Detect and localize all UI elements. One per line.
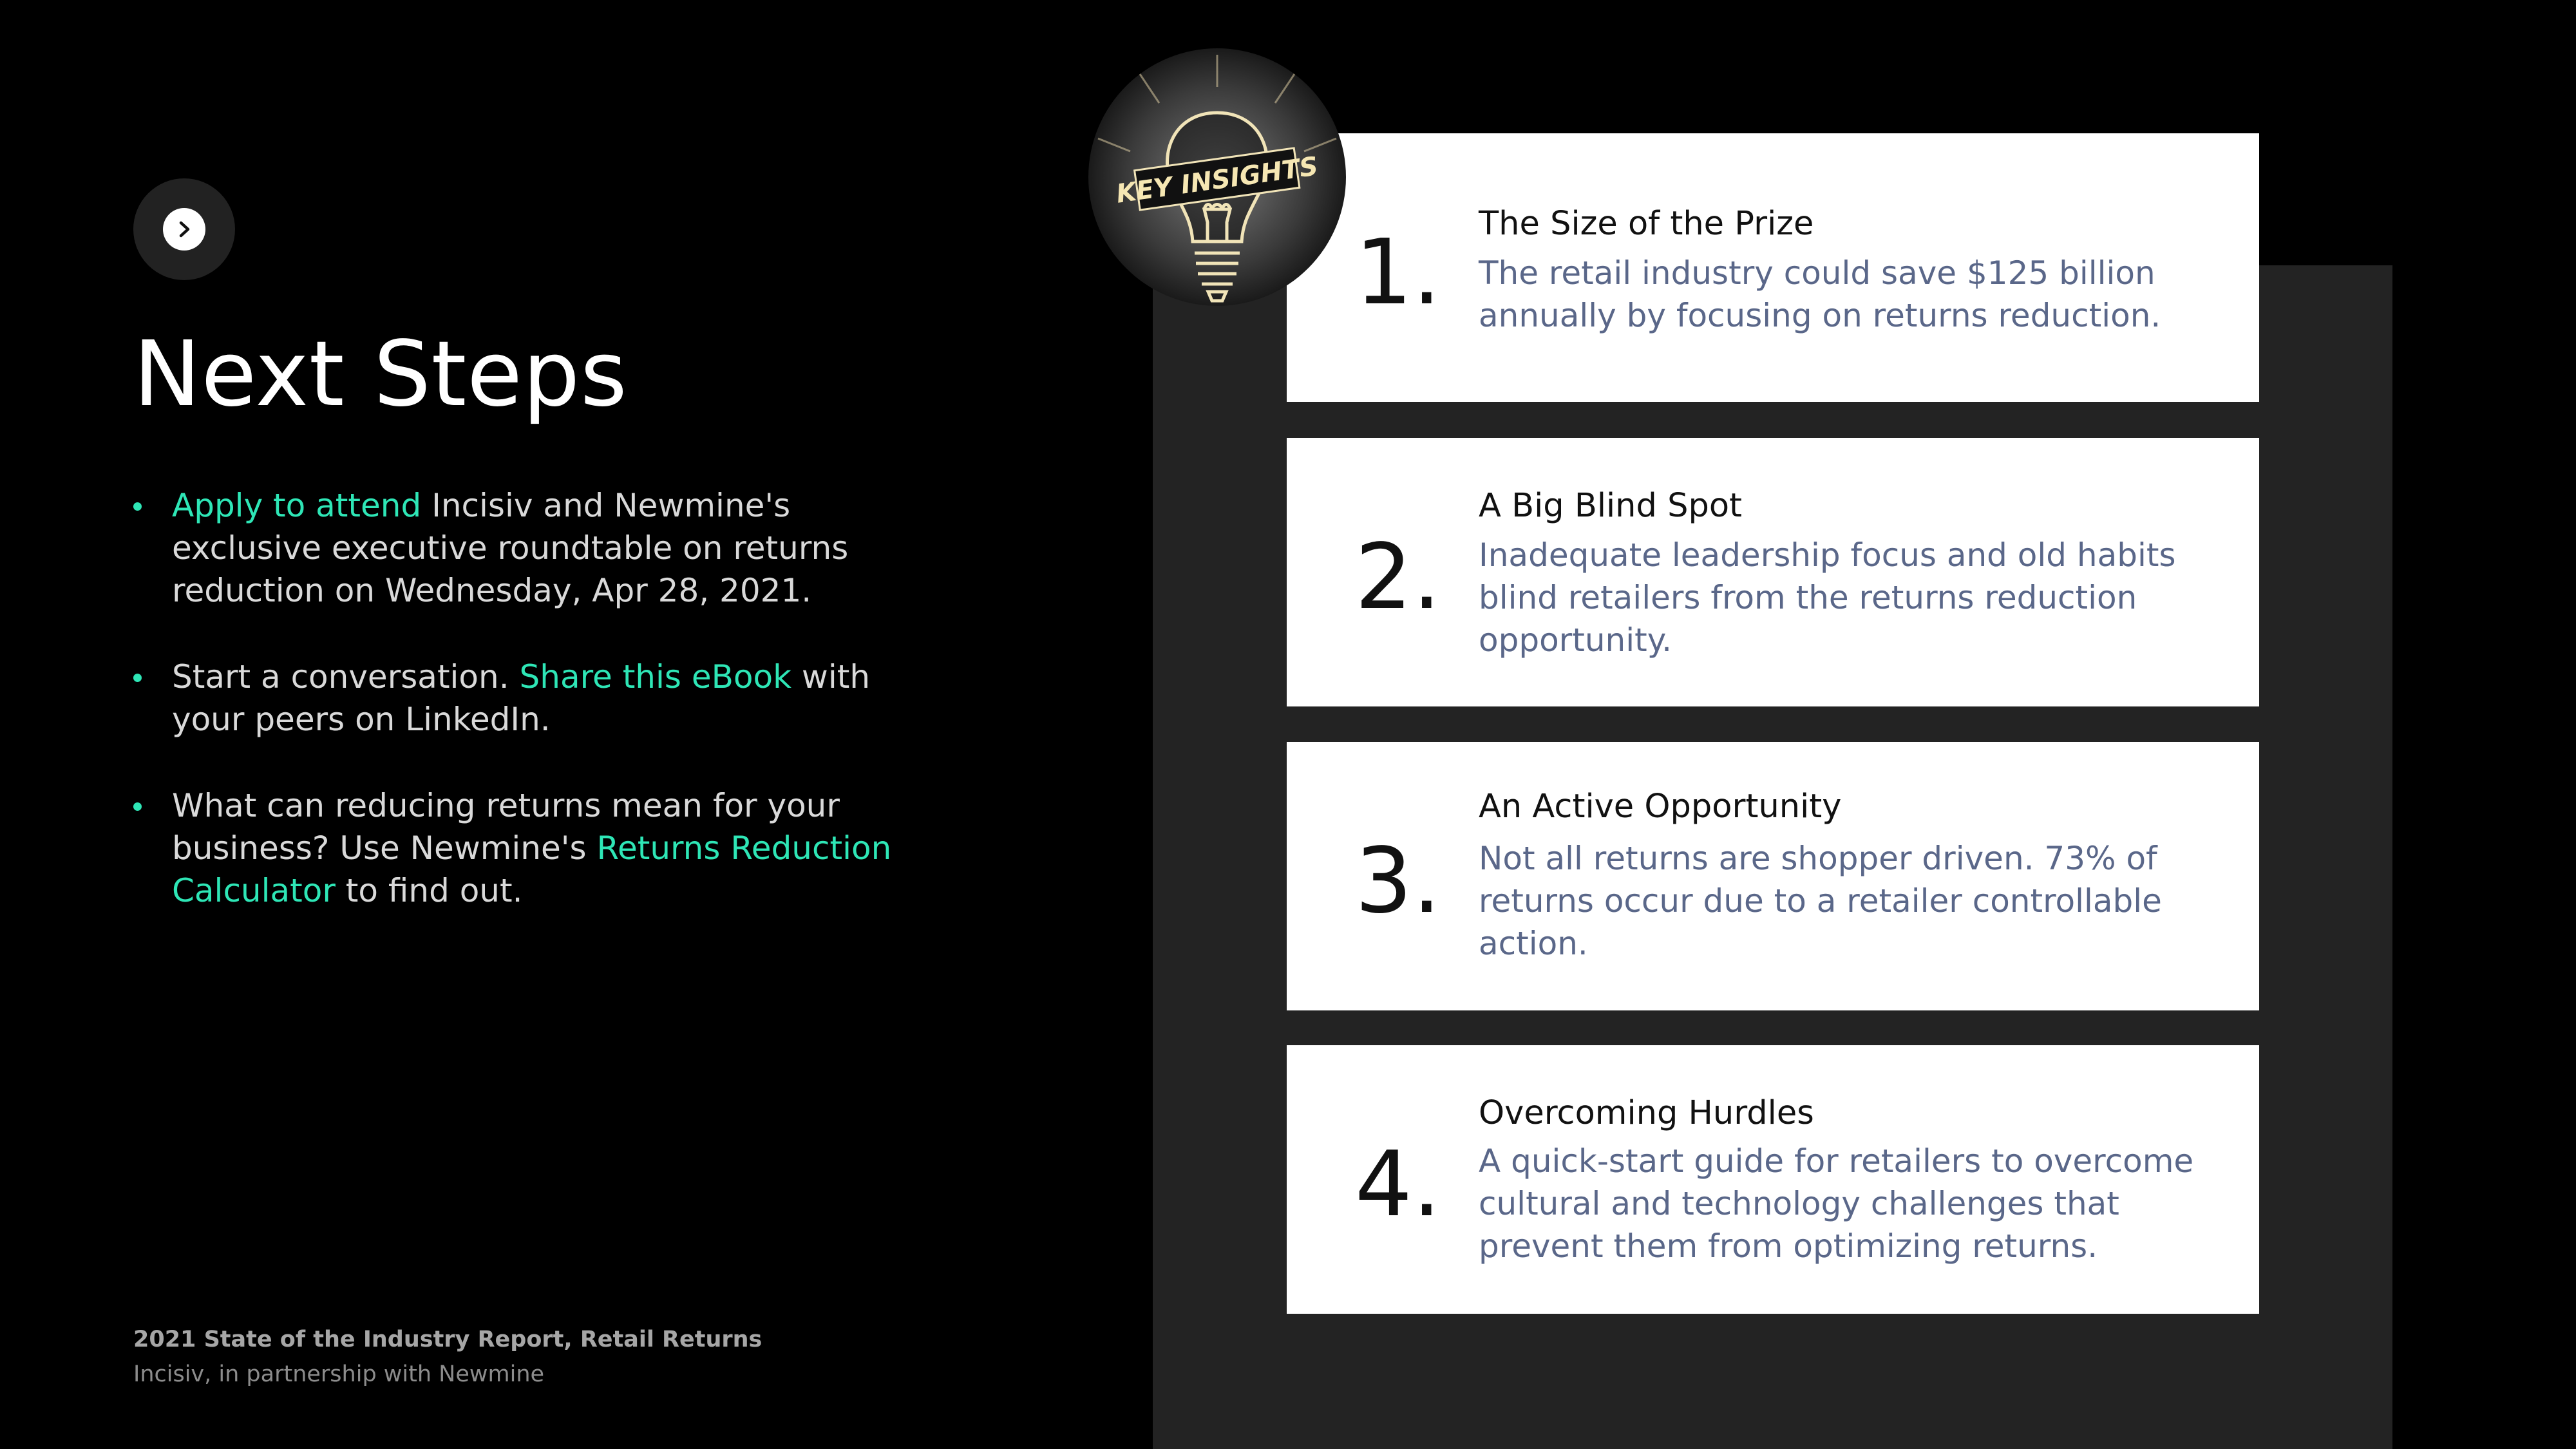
insight-body: A quick-start guide for retailers to overcome cultural and technology challenges that prevent them from optimizing returns. xyxy=(1479,1142,2194,1265)
next-steps-list xyxy=(133,484,945,956)
bullet-icon xyxy=(133,802,142,811)
bullet-icon xyxy=(133,502,142,511)
insight-number: 3. xyxy=(1355,829,1441,934)
insight-title: Overcoming Hurdles xyxy=(1479,1094,1814,1132)
step-text: Start a conversation. xyxy=(172,658,520,696)
footer-partnership: Incisiv, in partnership with Newmine xyxy=(133,1361,545,1387)
next-button-circle xyxy=(163,208,205,251)
insight-card-2 xyxy=(1287,438,2259,706)
share-ebook-link[interactable]: Share this eBook xyxy=(519,658,792,696)
insight-number: 1. xyxy=(1355,220,1441,325)
next-page-button[interactable] xyxy=(133,178,235,280)
insight-body: The retail industry could save $125 billion annually by focusing on returns reduction. xyxy=(1479,254,2161,334)
step-text: Incisiv and Newmine's exclusive executive roundtable on returns reduction on Wednesday, Apr 28, 2021. xyxy=(172,487,849,609)
footer xyxy=(133,1322,762,1392)
apply-to-attend-link[interactable]: Apply to attend xyxy=(172,487,422,524)
list-item xyxy=(133,484,945,612)
badge-label: KEY INSIGHTS xyxy=(1114,151,1320,209)
insight-title: A Big Blind Spot xyxy=(1479,487,1743,525)
insight-number: 2. xyxy=(1355,525,1441,630)
insight-card-1 xyxy=(1287,133,2259,402)
step-text: to find out. xyxy=(335,872,523,909)
insight-body: Not all returns are shopper driven. 73% of returns occur due to a retailer controllable action. xyxy=(1479,840,2162,962)
step-text: What can reducing returns mean for your business? Use Newmine's xyxy=(172,787,840,867)
insight-card-4 xyxy=(1287,1045,2259,1314)
key-insights-badge xyxy=(1088,48,1352,332)
insight-title: The Size of the Prize xyxy=(1479,205,1814,243)
page-title: Next Steps xyxy=(133,322,628,427)
bullet-icon xyxy=(133,674,142,682)
insight-card-3 xyxy=(1287,742,2259,1010)
insight-number: 4. xyxy=(1355,1132,1441,1237)
list-item xyxy=(133,656,945,741)
list-item xyxy=(133,784,945,912)
step-text: with your peers on LinkedIn. xyxy=(172,658,871,738)
insight-body: Inadequate leadership focus and old habits blind retailers from the returns reduction opportunity. xyxy=(1479,536,2176,659)
chevron-right-icon xyxy=(173,218,195,240)
returns-calculator-link[interactable]: Returns Reduction Calculator xyxy=(172,829,892,909)
footer-report-title: 2021 State of the Industry Report, Retail Returns xyxy=(133,1327,762,1352)
insight-title: An Active Opportunity xyxy=(1479,788,1842,826)
